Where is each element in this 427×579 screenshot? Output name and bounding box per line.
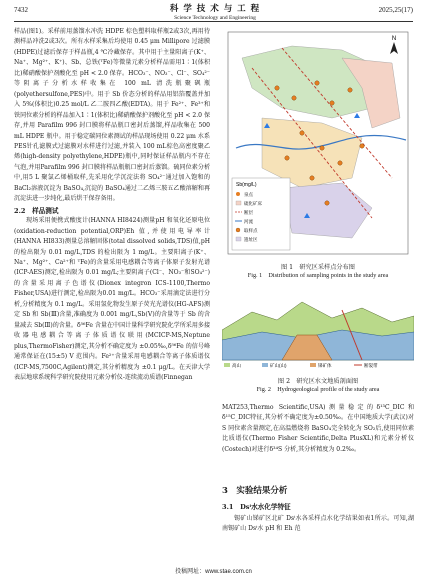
left-column bbox=[14, 27, 210, 557]
issue-info: 2025,25(17) bbox=[378, 6, 413, 14]
figure-1-map bbox=[222, 28, 414, 258]
legend-label: 高山 bbox=[232, 363, 241, 368]
legend-label: 取样点 bbox=[244, 228, 258, 233]
body-paragraph: 现场采用便携式酸度计(HANNA HI8424)测量pH 和氧化还原电位(oxidation-reduction potential,ORP)Eh 值,并使用电导率计(HANNA HI833)测量总溶解固体(total dissolved solids,TDS)值,pH 的检出限为 0.01 mg/L,TDS 的检出限为 1 mg/L。主要阳离子(K⁺、Na⁺、Mg²⁺、Ca²⁺和 ᵀFe)的含量采用电感耦合等离子体原子发射光谱(ICP-AES)测定,检出限为 0.01 mg/L;主要阴离子(Cl⁻、NO₃⁻和SO₄²⁻)的含量采用离子色谱仪(Dionex integron ICS-1100,Thermo Fisher,USA)进行测定,检出限为0.01 mg/L。HCO₃⁻采用滴定法进行分析,分析精度为 0.1 mg/L。采用氢化物发生原子荧光光谱仪(HG-AFS)测定 Sb 和 Sb(Ⅲ)含量,准确度为 0.001 mg/L,Sb(Ⅴ)的含量等于 Sb 的含量减去 Sb(Ⅲ)的含量。δ⁵⁶Fe 含量在中国计量科学研究院化学所采用多接收器电感耦合等离子体质谱仪联用(MCICP-MS,Neptune plus,ThermoFisher)测定,其分析不确定度为 ±0.05‰,δ⁵⁶Fe 的信号峰通常保证在(15±5) V 范围内。Fe²⁺含量采用电感耦合等离子体质谱仪(ICP-MS,7500C,Agilent)测定,其分析精度为 ±0.1 μg/L。在天津大学表层地球系统科学研究院使用元素分析仪-连续流动质谱(Finnegan bbox=[14, 217, 210, 381]
body-paragraph: 锡矿山锑矿区北矿 Dsⁱ水各采样点水化学结果如表1所示。可知,湖南锡矿山 Dsⁱ水 pH 和 Eh 范 bbox=[222, 515, 414, 533]
section-heading-3-1: 3.1 Dsⁱ水水化学特征 bbox=[222, 503, 291, 511]
legend-label: 断层 bbox=[244, 210, 253, 215]
legend-label: 泉点 bbox=[244, 192, 253, 197]
map-legend bbox=[232, 178, 290, 250]
legend-label: Sb(mg/L) bbox=[236, 182, 257, 188]
header-rule bbox=[14, 21, 413, 22]
body-paragraph: 样品(图1)。采样前用蒸馏水冲洗 HDPE 棕色塑料取样瓶2或3次,再用待测样品冲洗2或3次。所有水样采集后均使用 0.45 μm Millipore 过滤膜(HDPE)过滤后保存于样品瓶,4 ℃冷藏保存。其中用于主量阳离子(K⁺、Na⁺、Mg²⁺、K⁺)、Sb、总铁(ᵀFe)等微量元素分析样品需用1∶1(体积比)稀硝酸保护剂酸化至 pH < 2.0 保存。HCO₃⁻、NO₃⁻、Cl⁻、SO₄²⁻等阴离子分析水样收集在 100 mL 清洗瓶聚砜瓶(polyethersulfone,PES)中。用于 Sb 价态分析的样品用铝箔覆盖并加入 5%(体积比)0.25 mol/L 乙二胺四乙酸(EDTA)。用于 Fe²⁺、Fe³⁺和铁同位素分析的样品加入1∶1(体积比)稀硝酸保护剂酸化至 pH < 2.0 保存,并用 Parafilm 996 封口膜将样品瓶口密封后蒸馏,样品收集在 500 mL HDPE 瓶中。用于稳定碳同位素测试的样品现场使用 0.22 μm 水系 PES针孔滤膜式过滤膜对水样进行过滤,并装入 100 mL棕色高密度聚乙烯(high-density polyethylene,HDPE)瓶中,同时保证样品瓶内不存在气泡,并用Parafilm 996 封口膜将样品瓶瓶口密封后蒸馏。硫同位素分析中,用5 L 聚氯乙烯桶取样,先采用化学沉淀法将 SO₄²⁻通过加入饱和的 BaCl₂溶液沉淀为 BaSO₄,沉淀的 BaSO₄通过二乙烯三胺五乙酸溶解和再沉淀法进一步纯化,最后烘干保存备用。 bbox=[14, 28, 210, 203]
body-paragraph: MAT253,Thermo Scientific,USA)测量稳定的δ¹³C_DIC和δ¹⁵C_DIC特征,其分析不确定度为±0.50‰。在中国地质大学(武汉)对 S 同位素含量测定,在高温燃烧将 BaSO₄完全转化为 SO₂后,使用同位素比质谱仪(Thermo Fisher Scientific,Delta PlusXL)和元素分析仪(Costech)对进行δ³⁴S 分析,其分析精度为 0.2‰。 bbox=[222, 404, 414, 453]
section-heading-2-2: 2.2 样品测试 bbox=[14, 206, 59, 215]
footer-url: 投稿网址：www.stae.com.cn bbox=[175, 569, 252, 575]
journal-title-en: Science Technology and Engineering bbox=[174, 15, 256, 21]
legend-label: 硫化矿床 bbox=[244, 201, 262, 206]
figure-2-profile bbox=[222, 290, 414, 375]
legend-label: 锑矿体 bbox=[318, 363, 332, 368]
right-column-tail bbox=[222, 514, 414, 535]
profile-svg bbox=[222, 290, 414, 375]
journal-header bbox=[150, 2, 280, 21]
legend-label: 矿山(山) bbox=[270, 363, 287, 368]
north-label: N bbox=[391, 36, 397, 42]
figure-1-caption-en: Fig. 1 Distribution of sampling points in the study area bbox=[247, 272, 389, 279]
page-number: 7432 bbox=[14, 6, 28, 14]
figure-2-caption bbox=[222, 378, 414, 394]
legend-label: 河流 bbox=[244, 219, 253, 224]
section-heading-3: 3 实验结果分析 bbox=[222, 486, 288, 496]
figure-1-caption-cn: 图 1 研究区采样点分布图 bbox=[281, 264, 355, 271]
figure-2-caption-cn: 图 2 研究区水文地质剖面图 bbox=[277, 378, 359, 385]
figure-1-caption bbox=[222, 264, 414, 280]
legend-label: 断裂带 bbox=[364, 363, 378, 368]
figure-2-caption-en: Fig. 2 Hydrogeological profile of the study area bbox=[256, 386, 380, 393]
right-column-text bbox=[222, 403, 414, 455]
map-svg bbox=[222, 28, 414, 258]
journal-title-cn: 科 学 技 术 与 工 程 bbox=[169, 4, 261, 14]
legend-label: 遗址区 bbox=[244, 237, 258, 242]
